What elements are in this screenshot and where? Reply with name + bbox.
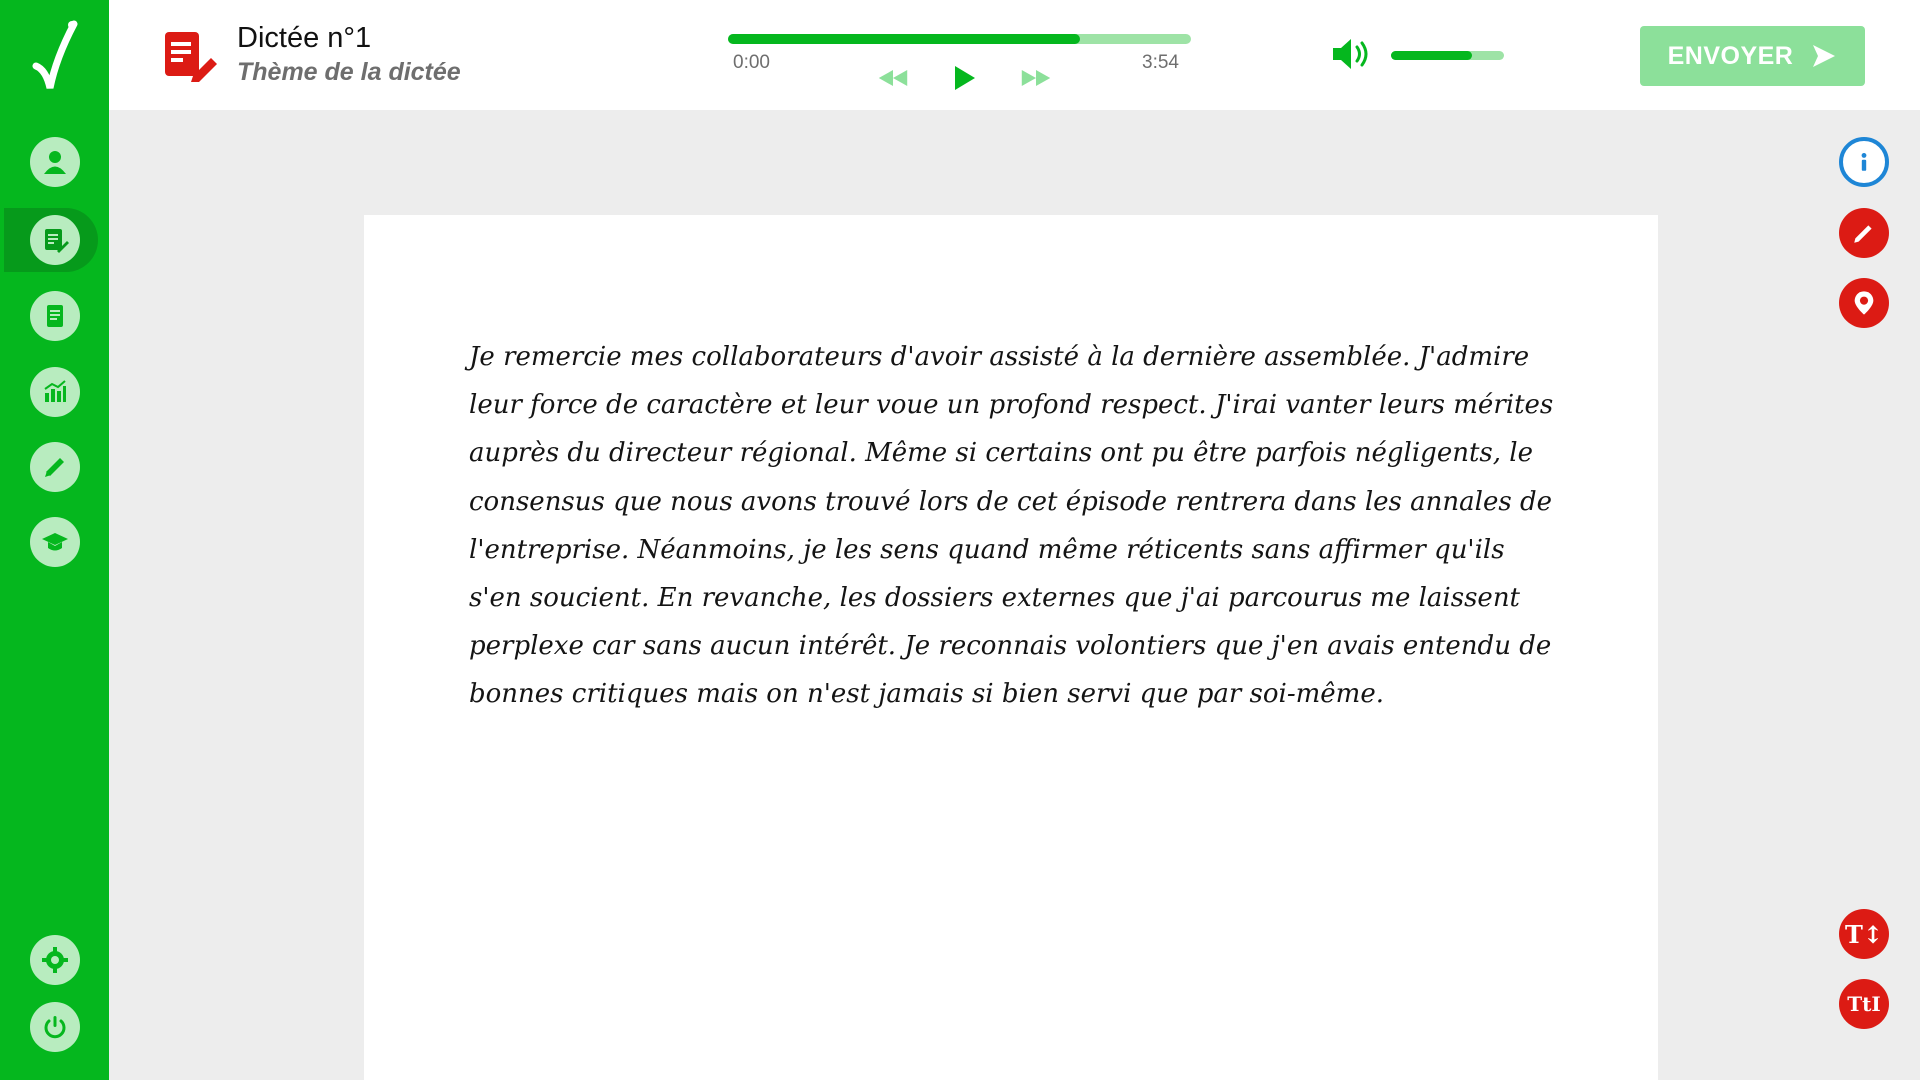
time-total: 3:54: [1142, 52, 1179, 73]
volume-icon[interactable]: [1331, 34, 1375, 74]
rewind-icon: [877, 68, 909, 88]
text-style-button[interactable]: [1839, 979, 1889, 1029]
user-icon: [30, 137, 80, 187]
volume-slider[interactable]: [1391, 51, 1504, 60]
document-icon: [30, 291, 80, 341]
pencil-ruler-icon: [30, 442, 80, 492]
power-icon: [30, 1002, 80, 1052]
app-logo[interactable]: [32, 18, 80, 94]
audio-progress-bar[interactable]: [728, 34, 1191, 44]
send-button-label: ENVOYER: [1667, 41, 1794, 70]
sidebar-item-statistics[interactable]: [0, 360, 109, 424]
time-elapsed: 0:00: [733, 52, 770, 73]
sidebar-item-profile[interactable]: [0, 130, 109, 194]
sidebar-item-documents[interactable]: [0, 284, 109, 348]
sidebar-item-logout[interactable]: [0, 995, 109, 1059]
chart-icon: [30, 367, 80, 417]
info-button[interactable]: [1839, 137, 1889, 187]
graduation-cap-icon: [30, 517, 80, 567]
volume-slider-fill: [1391, 51, 1472, 60]
page-subtitle: Thème de la dictée: [237, 58, 461, 86]
sidebar-item-courses[interactable]: [0, 510, 109, 574]
dictation-text: Je remercie mes collaborateurs d'avoir assisté à la dernière assemblée. J'admire leur force de caractère et leur voue un profond respect. J'irai vanter leurs mérites auprès du directeur régional. Même si certains ont pu être parfois négligents, le consensus que nous avons trouvé lors de cet épisode rentrera dans les annales de l'entreprise. Néanmoins, je les sens quand même réticents sans affirmer qu'ils s'en soucient. En revanche, les dossiers externes que j'ai parcourus me laissent perplexe car sans aucun intérêt. Je reconnais volontiers que j'en avais entendu de bonnes critiques mais on n'est jamais si bien servi que par soi-même.: [469, 342, 1554, 710]
send-arrow-icon: [1811, 43, 1837, 69]
pencil-icon: [1851, 220, 1877, 246]
sidebar-item-settings[interactable]: [0, 928, 109, 992]
play-icon: [953, 64, 977, 92]
info-icon: [1853, 151, 1875, 173]
sidebar: [0, 0, 109, 1080]
location-pin-icon: [1850, 289, 1878, 317]
gear-icon: [30, 935, 80, 985]
send-button[interactable]: [1640, 26, 1865, 86]
dictation-edit-icon: [30, 215, 80, 265]
fast-forward-icon: [1020, 68, 1052, 88]
text-size-button[interactable]: [1839, 909, 1889, 959]
text-style-icon: TtI: [1847, 992, 1881, 1016]
page-title: Dictée n°1: [237, 22, 372, 54]
dictation-sheet: [364, 215, 1658, 1080]
text-size-icon: T↕: [1845, 919, 1883, 949]
play-button[interactable]: [947, 62, 983, 94]
sidebar-item-exercises[interactable]: [0, 435, 109, 499]
pencil-button[interactable]: [1839, 208, 1889, 258]
dictation-document-icon: [163, 30, 219, 82]
fast-forward-button[interactable]: [1018, 62, 1054, 94]
header-bar: [109, 0, 1920, 110]
rewind-button[interactable]: [875, 62, 911, 94]
sidebar-item-dictation[interactable]: [0, 208, 109, 272]
audio-progress-fill: [728, 34, 1080, 44]
location-button[interactable]: [1839, 278, 1889, 328]
